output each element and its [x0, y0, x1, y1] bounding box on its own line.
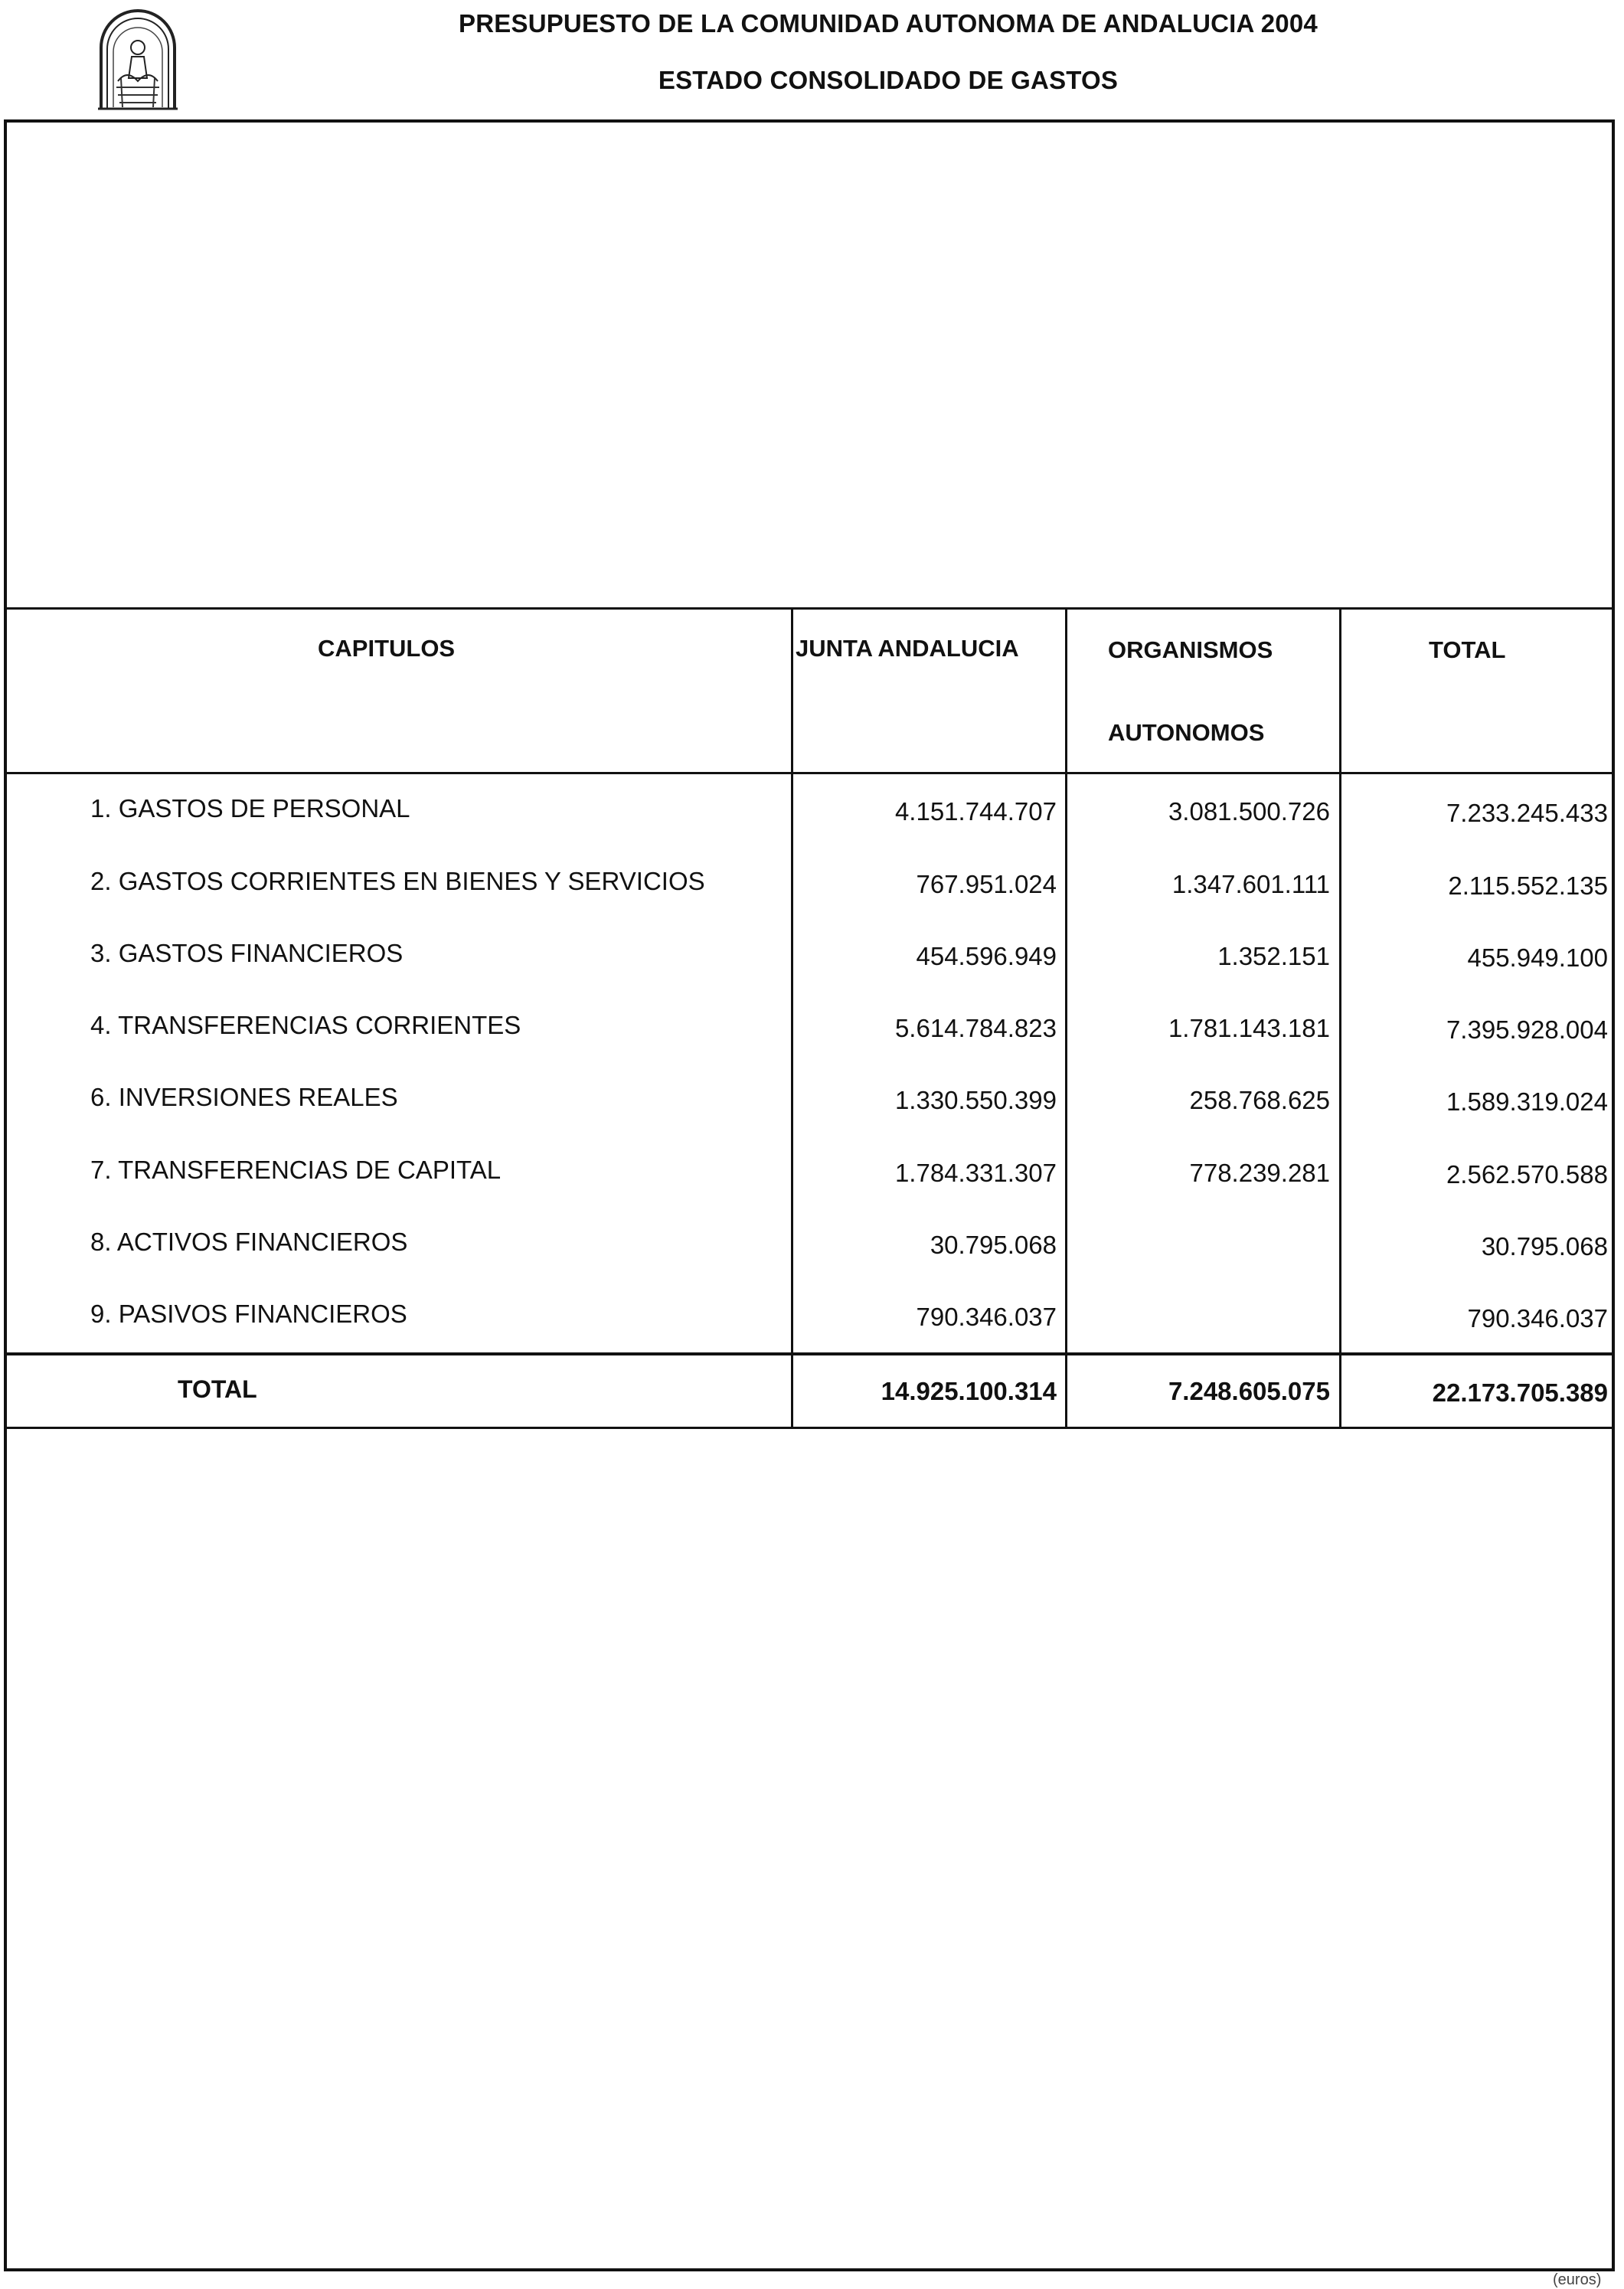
header-total: TOTAL: [1429, 636, 1506, 663]
cell-organismos: 1.781.143.181: [1168, 1014, 1330, 1042]
cell-total: 1.589.319.024: [1446, 1087, 1608, 1116]
cell-total: 2.115.552.135: [1448, 871, 1608, 900]
cell-total: 790.346.037: [1467, 1304, 1608, 1333]
cell-total: 7.233.245.433: [1446, 799, 1608, 827]
page-subtitle: ESTADO CONSOLIDADO DE GASTOS: [658, 66, 1119, 94]
row-label: 7. TRANSFERENCIAS DE CAPITAL: [90, 1156, 502, 1184]
row-label: 3. GASTOS FINANCIEROS: [90, 939, 404, 967]
cell-organismos: 258.768.625: [1189, 1086, 1330, 1114]
header-bottom-rule: [4, 772, 1615, 774]
cell-junta: 1.330.550.399: [894, 1086, 1057, 1114]
total-junta: 14.925.100.314: [881, 1377, 1057, 1405]
header-capitulos: CAPITULOS: [318, 635, 456, 662]
header-autonomos: AUTONOMOS: [1108, 719, 1265, 746]
cell-junta: 5.614.784.823: [894, 1014, 1057, 1042]
row-label: 8. ACTIVOS FINANCIEROS: [90, 1228, 408, 1256]
cell-total: 455.949.100: [1467, 943, 1608, 972]
cell-organismos: 778.239.281: [1189, 1159, 1330, 1187]
cell-total: 7.395.928.004: [1446, 1015, 1608, 1044]
cell-organismos: 1.347.601.111: [1171, 870, 1330, 898]
table-top-rule: [4, 607, 1615, 610]
row-label: 9. PASIVOS FINANCIEROS: [90, 1300, 407, 1328]
cell-junta: 30.795.068: [930, 1231, 1057, 1259]
column-divider-2: [1065, 607, 1067, 1429]
column-divider-1: [791, 607, 793, 1429]
cell-organismos: 1.352.151: [1217, 942, 1330, 970]
emblem-icon: [95, 2, 181, 110]
header-organismos: ORGANISMOS: [1108, 636, 1273, 663]
cell-junta: 4.151.744.707: [894, 797, 1057, 826]
cell-total: 30.795.068: [1481, 1232, 1608, 1261]
header-junta-andalucia: JUNTA ANDALUCIA: [796, 635, 1019, 662]
row-label: 6. INVERSIONES REALES: [90, 1083, 398, 1111]
cell-junta: 454.596.949: [916, 942, 1057, 970]
cell-junta: 767.951.024: [916, 870, 1057, 898]
total-label: TOTAL: [178, 1375, 257, 1403]
row-label: 4. TRANSFERENCIAS CORRIENTES: [90, 1011, 521, 1039]
andalucia-emblem-logo: [95, 2, 181, 110]
row-label: 2. GASTOS CORRIENTES EN BIENES Y SERVICIOS: [90, 867, 705, 895]
row-label: 1. GASTOS DE PERSONAL: [90, 794, 410, 822]
total-total: 22.173.705.389: [1432, 1378, 1608, 1407]
cell-junta: 790.346.037: [916, 1303, 1057, 1331]
page-title: PRESUPUESTO DE LA COMUNIDAD AUTONOMA DE ANDALUCIA 2004: [459, 9, 1318, 38]
cell-organismos: 3.081.500.726: [1168, 797, 1330, 826]
column-divider-3: [1339, 607, 1341, 1429]
total-organismos: 7.248.605.075: [1168, 1377, 1330, 1405]
cell-junta: 1.784.331.307: [894, 1159, 1057, 1187]
cell-total: 2.562.570.588: [1446, 1160, 1608, 1189]
units-footnote: (euros): [1553, 2271, 1602, 2288]
document-frame: [4, 119, 1615, 2271]
total-bottom-rule: [4, 1427, 1615, 1429]
total-top-rule: [4, 1352, 1615, 1355]
